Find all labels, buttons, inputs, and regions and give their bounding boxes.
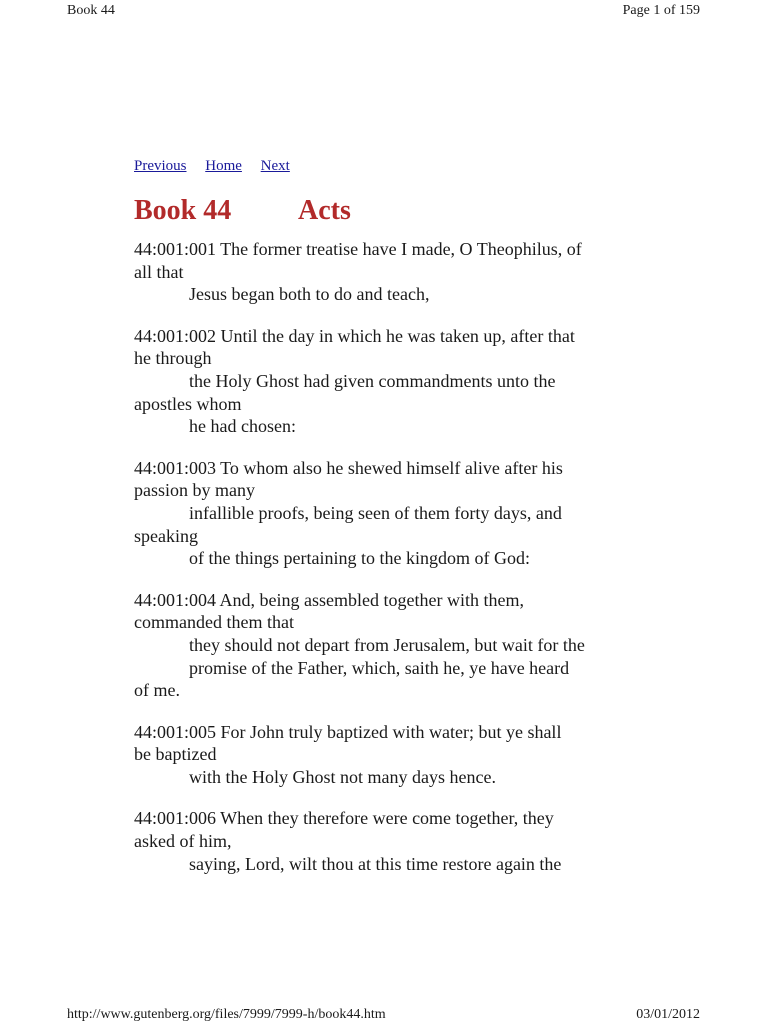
- verse-line: of the things pertaining to the kingdom of God:: [189, 548, 530, 569]
- verse: [134, 721, 654, 789]
- verse-line: 44:001:001 The former treatise have I made, O Theophilus, of: [134, 239, 582, 259]
- verse: [134, 325, 654, 439]
- print-footer-url: http://www.gutenberg.org/files/7999/7999-h/book44.htm: [67, 1007, 386, 1022]
- verse: [134, 589, 654, 703]
- next-link[interactable]: Next: [260, 158, 290, 174]
- verse-line: asked of him,: [134, 830, 232, 851]
- print-header-title: Book 44: [67, 3, 115, 18]
- verse-line: 44:001:005 For John truly baptized with water; but ye shall: [134, 721, 562, 742]
- verse-line: with the Holy Ghost not many days hence.: [189, 767, 496, 788]
- print-footer-date: 03/01/2012: [636, 1007, 700, 1022]
- verse: [134, 457, 654, 571]
- verse-line: Jesus began both to do and teach,: [189, 284, 430, 305]
- document-content: [134, 156, 654, 894]
- verse-line: 44:001:004 And, being assembled together with them,: [134, 589, 524, 610]
- verse-line: saying, Lord, wilt thou at this time restore again the: [189, 853, 562, 874]
- verse-line: be baptized: [134, 744, 217, 765]
- verse-line: speaking: [134, 525, 198, 546]
- print-page-counter: Page 1 of 159: [622, 3, 700, 18]
- book-number: Book 44: [134, 195, 232, 226]
- verse-line: 44:001:006 When they therefore were come together, they: [134, 808, 554, 829]
- navigation-links: [134, 156, 654, 178]
- book-name: Acts: [298, 195, 351, 226]
- verse-line: they should not depart from Jerusalem, but wait for the: [189, 635, 585, 656]
- verse-line: apostles whom: [134, 393, 242, 414]
- verse-line: the Holy Ghost had given commandments unto the: [189, 371, 556, 392]
- verse: [134, 238, 654, 306]
- home-link[interactable]: Home: [205, 158, 242, 174]
- verse-line: he had chosen:: [189, 416, 296, 437]
- page-title: [134, 192, 654, 236]
- verse-list: [134, 238, 654, 875]
- verse-line: he through: [134, 348, 212, 369]
- verse-line: of me.: [134, 680, 180, 701]
- verse: [134, 807, 654, 875]
- verse-line: infallible proofs, being seen of them forty days, and: [189, 503, 562, 524]
- verse-line: 44:001:002 Until the day in which he was taken up, after that: [134, 325, 575, 346]
- verse-line: commanded them that: [134, 612, 294, 633]
- verse-line: promise of the Father, which, saith he, ye have heard: [189, 657, 570, 678]
- previous-link[interactable]: Previous: [134, 158, 187, 174]
- verse-line: 44:001:003 To whom also he shewed himself alive after his: [134, 457, 563, 478]
- verse-line: all that: [134, 261, 184, 282]
- verse-line: passion by many: [134, 480, 255, 501]
